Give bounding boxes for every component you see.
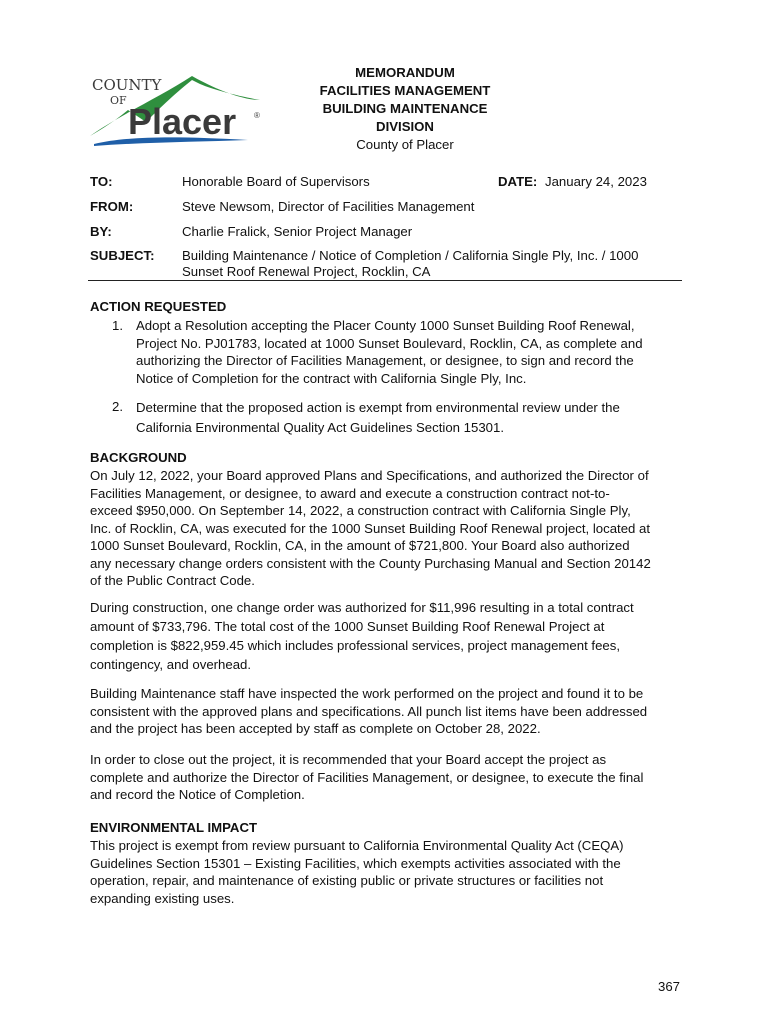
memo-title: MEMORANDUM	[355, 65, 455, 80]
paragraph-line: complete and authorize the Director of Facilities Management, or designee, to execute the final	[90, 769, 644, 785]
paragraph-line: On July 12, 2022, your Board approved Plans and Specifications, and authorized the Director of	[90, 468, 649, 483]
action-item-2-text	[136, 398, 676, 438]
paragraph-line: Facilities Management, or designee, to award and execute a construction contract not-to-	[90, 485, 610, 501]
to-value: Honorable Board of Supervisors	[182, 174, 370, 189]
action-item-2-line: California Environmental Quality Act Guidelines Section 15301.	[136, 420, 504, 435]
logo-placer-text: Placer	[128, 101, 237, 142]
paragraph-line: In order to close out the project, it is recommended that your Board accept the project as	[90, 752, 607, 767]
paragraph-line: During construction, one change order was authorized for $11,996 resulting in a total contract	[90, 600, 634, 615]
background-paragraph-2	[90, 598, 682, 674]
memo-county: County of Placer	[356, 137, 454, 152]
paragraph-line: Guidelines Section 15301 – Existing Facilities, which exempts activities associated with the	[90, 855, 621, 871]
paragraph-line: amount of $733,796. The total cost of the 1000 Sunset Building Roof Renewal Project at	[90, 619, 605, 634]
page-number: 367	[657, 979, 680, 994]
memo-header	[290, 64, 520, 154]
background-paragraph-3	[90, 685, 682, 738]
paragraph-line: contingency, and overhead.	[90, 657, 252, 672]
action-item-1-text	[136, 317, 676, 387]
paragraph-line: completion is $822,959.45 which includes professional services, project management fees,	[90, 638, 620, 653]
paragraph-line: Building Maintenance staff have inspected the work performed on the project and found it to be	[90, 686, 644, 701]
paragraph-line: operation, repair, and maintenance of existing public or private structures or facilities not	[90, 873, 604, 888]
subject-line-1: Building Maintenance / Notice of Completion / California Single Ply, Inc. / 1000	[182, 248, 639, 263]
background-paragraph-1	[90, 467, 682, 590]
county-of-placer-logo	[88, 70, 278, 152]
paragraph-line: Inc. of Rocklin, CA, was executed for the 1000 Sunset Building Roof Renewal project, located at	[90, 520, 651, 536]
logo-of-text: OF	[110, 94, 127, 107]
paragraph-line: This project is exempt from review pursuant to California Environmental Quality Act (CEQA)	[90, 838, 624, 853]
action-item-2-line: Determine that the proposed action is exempt from environmental review under the	[136, 400, 620, 415]
paragraph-line: of the Public Contract Code.	[90, 573, 255, 588]
from-label: FROM:	[90, 199, 134, 214]
paragraph-line: expanding existing uses.	[90, 890, 235, 906]
environmental-impact-heading: ENVIRONMENTAL IMPACT	[90, 820, 258, 835]
by-value: Charlie Fralick, Senior Project Manager	[182, 224, 413, 239]
action-item-1-line: Adopt a Resolution accepting the Placer County 1000 Sunset Building Roof Renewal,	[136, 318, 635, 333]
header-divider	[88, 280, 682, 281]
subject-label: SUBJECT:	[90, 248, 155, 263]
action-requested-heading: ACTION REQUESTED	[90, 299, 227, 314]
action-item-1-line: Notice of Completion for the contract with California Single Ply, Inc.	[136, 370, 527, 386]
action-item-1	[112, 317, 682, 387]
action-item-1-number: 1.	[112, 318, 123, 333]
memo-division-line2: DIVISION	[376, 119, 434, 134]
date-label: DATE:	[498, 174, 538, 189]
by-label: BY:	[90, 224, 112, 239]
subject-line-2: Sunset Roof Renewal Project, Rocklin, CA	[182, 264, 431, 279]
paragraph-line: any necessary change orders consistent with the County Purchasing Manual and Section 20142	[90, 555, 651, 571]
paragraph-line: and the project has been accepted by staff as complete on October 28, 2022.	[90, 721, 541, 736]
paragraph-line: 1000 Sunset Boulevard, Rocklin, CA, in the amount of $721,800. Your Board also authorized	[90, 538, 630, 553]
to-label: TO:	[90, 174, 113, 189]
paragraph-line: and record the Notice of Completion.	[90, 787, 305, 802]
environmental-impact-paragraph	[90, 837, 682, 907]
from-value: Steve Newsom, Director of Facilities Management	[182, 199, 475, 214]
logo-registered-mark: ®	[254, 111, 260, 120]
action-item-1-line: Project No. PJ01783, located at 1000 Sunset Boulevard, Rocklin, CA, as complete and	[136, 335, 643, 351]
background-paragraph-4	[90, 751, 682, 804]
action-item-1-line: authorizing the Director of Facilities Management, or designee, to sign and record the	[136, 353, 634, 368]
memo-department: FACILITIES MANAGEMENT	[319, 83, 491, 98]
logo-county-text: COUNTY	[92, 76, 162, 94]
paragraph-line: consistent with the approved plans and specifications. All punch list items have been addressed	[90, 703, 648, 719]
background-heading: BACKGROUND	[90, 450, 187, 465]
paragraph-line: exceed $950,000. On September 14, 2022, a construction contract with California Single Ply,	[90, 503, 631, 518]
action-item-2	[112, 398, 682, 438]
date-value: January 24, 2023	[545, 174, 647, 189]
placer-logo-graphic	[88, 70, 278, 152]
memo-division-line1: BUILDING MAINTENANCE	[322, 101, 488, 116]
action-item-2-number: 2.	[112, 399, 123, 414]
